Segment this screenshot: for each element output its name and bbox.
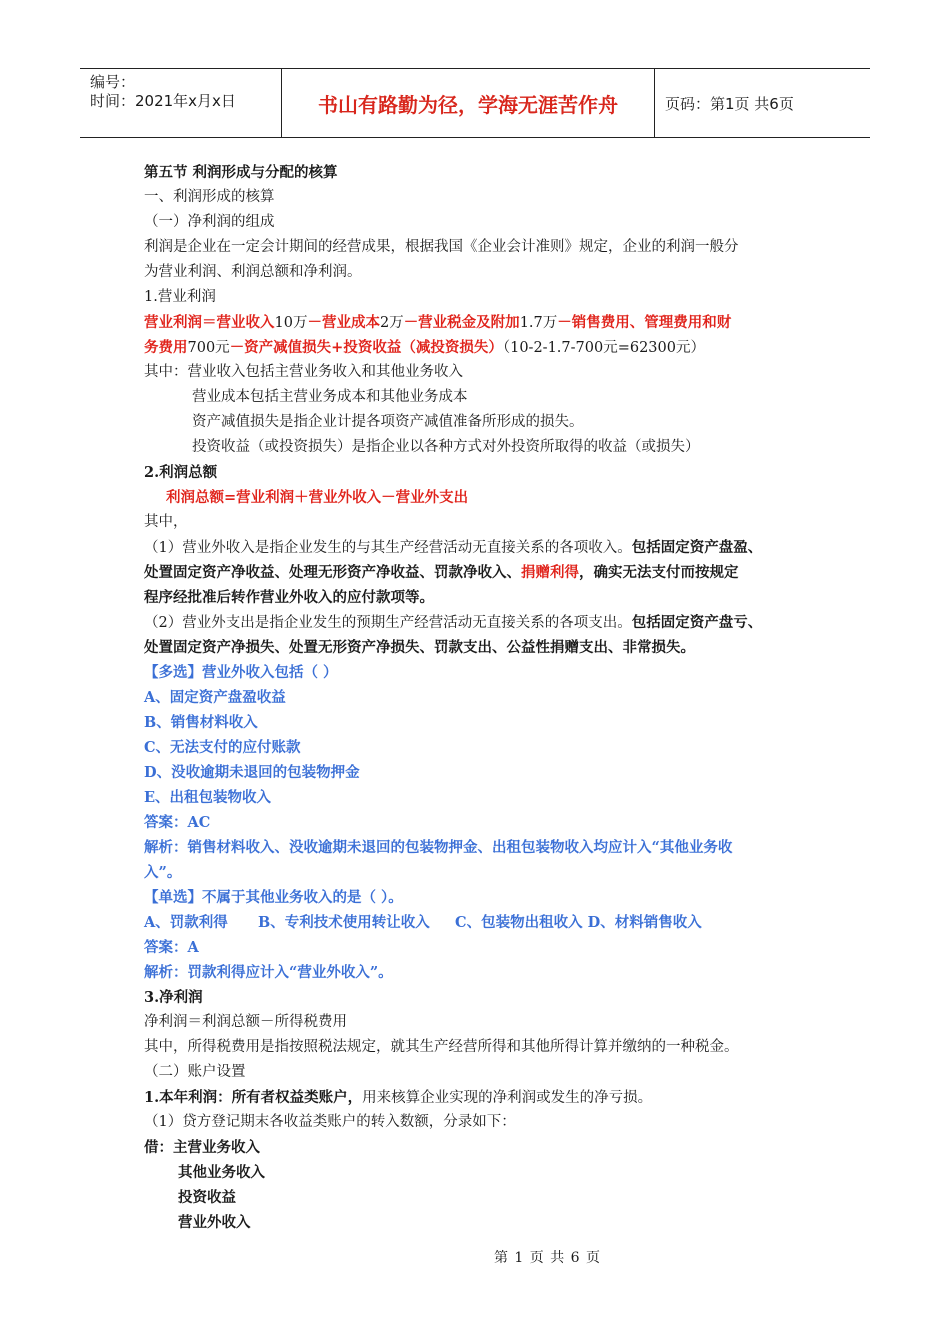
income-tax-note: 其中，所得税费用是指按照税法规定，就其生产经营所得和其他所得计算并缴纳的一种税金。 (144, 1039, 739, 1055)
text-part-bold: 1.本年利润：所有者权益类账户， (144, 1089, 363, 1106)
non-operating-income-line-1 (144, 535, 824, 560)
page-header (80, 68, 870, 138)
formula-calculation: （10-2-1.7-700元=62300元） (502, 340, 705, 356)
question-2-explanation: 解析：罚款利得应计入“营业外收入”。 (144, 964, 393, 981)
journal-entry-item: 营业外收入 (178, 1214, 251, 1231)
text-part: （2）营业外支出是指企业发生的预期生产经营活动无直接关系的各项支出。 (144, 615, 632, 631)
intro-line-1: 利润是企业在一定会计期间的经营成果，根据我国《企业会计准则》规定，企业的利润一般分 (144, 239, 739, 255)
question-2: 【单选】不属于其他业务收入的是（ ）。 (144, 889, 403, 906)
note-revenue: 其中：营业收入包括主营业务收入和其他业务收入 (144, 364, 463, 380)
question-1-explanation-line-2: 入”。 (144, 864, 182, 881)
question-2-answer: 答案：A (144, 939, 199, 956)
formula-value: 2万 (379, 315, 404, 331)
question-1: 【多选】营业外收入包括（ ） (144, 664, 338, 681)
question-1-explanation-line-1: 解析：销售材料收入、没收逾期未退回的包装物押金、出租包装物收入均应计入“其他业务收 (144, 839, 733, 856)
text-part: （1）营业外收入是指企业发生的与其生产经营活动无直接关系的各项收入。 (144, 540, 632, 556)
number-label: 编号： (90, 73, 136, 91)
question-1-option-c: C、无法支付的应付账款 (144, 739, 301, 756)
net-profit-formula: 净利润＝利润总额－所得税费用 (144, 1014, 347, 1030)
non-operating-expense-line-1 (144, 610, 824, 635)
question-1-option-b: B、销售材料收入 (144, 714, 258, 731)
footer-page-number: 第 1 页 共 6 页 (493, 1250, 602, 1266)
question-1-option-d: D、没收逾期未退回的包装物押金 (144, 764, 360, 781)
subheading-net-profit: （一）净利润的组成 (144, 214, 275, 230)
among-label: 其中， (144, 514, 188, 530)
formula-part: －资产减值损失+投资收益（减投资损失） (229, 339, 503, 356)
net-profit-title: 3.净利润 (144, 989, 203, 1006)
document-body (144, 160, 824, 1235)
operating-profit-title: 1.营业利润 (144, 289, 216, 305)
current-year-profit-line (144, 1085, 824, 1110)
formula-part: 务费用 (144, 339, 188, 356)
text-part-bold: 包括固定资产盘盈、 (631, 539, 763, 556)
non-operating-income-line-2 (144, 560, 824, 585)
header-meta (80, 69, 282, 137)
formula-value: 10万 (274, 315, 308, 331)
formula-value: 700元 (187, 340, 230, 356)
formula-part: －营业成本 (307, 314, 380, 331)
non-operating-expense-line-2: 处置固定资产净损失、处置无形资产净损失、罚款支出、公益性捐赠支出、非常损失。 (144, 639, 695, 656)
formula-value: 1.7万 (519, 315, 558, 331)
note-cost: 营业成本包括主营业务成本和其他业务成本 (192, 389, 468, 405)
total-profit-title: 2.利润总额 (144, 464, 218, 481)
note-impairment: 资产减值损失是指企业计提各项资产减值准备所形成的损失。 (192, 414, 584, 430)
total-profit-formula: 利润总额=营业利润＋营业外收入－营业外支出 (166, 489, 469, 506)
journal-entry-item: 投资收益 (178, 1189, 236, 1206)
formula-part: 营业利润＝营业收入 (144, 314, 275, 331)
subheading-accounts: （二）账户设置 (144, 1064, 246, 1080)
text-part: 用来核算企业实现的净利润或发生的净亏损。 (362, 1090, 653, 1106)
page-footer (0, 1247, 950, 1267)
formula-part: －营业税金及附加 (403, 314, 520, 331)
text-part-bold: 包括固定资产盘亏、 (631, 614, 763, 631)
date-line: 时间：2021年x月x日 (90, 92, 236, 110)
note-investment: 投资收益（或投资损失）是指企业以各种方式对外投资所取得的收益（或损失） (192, 439, 700, 455)
journal-entry-debit: 借：主营业务收入 (144, 1139, 260, 1156)
text-part-bold: 处置固定资产净收益、处理无形资产净收益、罚款净收入、 (144, 564, 521, 581)
section-title: 第五节 利润形成与分配的核算 (144, 164, 338, 181)
question-1-option-e: E、出租包装物收入 (144, 789, 272, 806)
formula-part: －销售费用、管理费用和财 (557, 314, 732, 331)
non-operating-income-line-3: 程序经批准后转作营业外收入的应付款项等。 (144, 589, 434, 606)
question-1-answer: 答案：AC (144, 814, 211, 831)
intro-line-2: 为营业利润、利润总额和净利润。 (144, 264, 362, 280)
credit-entry-note: （1）贷方登记期末各收益类账户的转入数额，分录如下： (144, 1114, 516, 1130)
operating-profit-formula-line-1 (144, 310, 824, 335)
header-motto: 书山有路勤为径，学海无涯苦作舟 (282, 69, 655, 137)
question-1-option-a: A、固定资产盘盈收益 (144, 689, 286, 706)
header-page-info: 页码：第1页 共6页 (665, 94, 794, 113)
heading-1: 一、利润形成的核算 (144, 189, 275, 205)
text-part-bold: ，确实无法支付而按规定 (579, 564, 739, 581)
text-part-highlight: 捐赠利得 (521, 564, 579, 581)
question-2-options: A、罚款利得 B、专利技术使用转让收入 C、包装物出租收入 D、材料销售收入 (144, 914, 702, 931)
operating-profit-formula-line-2 (144, 335, 824, 360)
journal-entry-item: 其他业务收入 (178, 1164, 265, 1181)
